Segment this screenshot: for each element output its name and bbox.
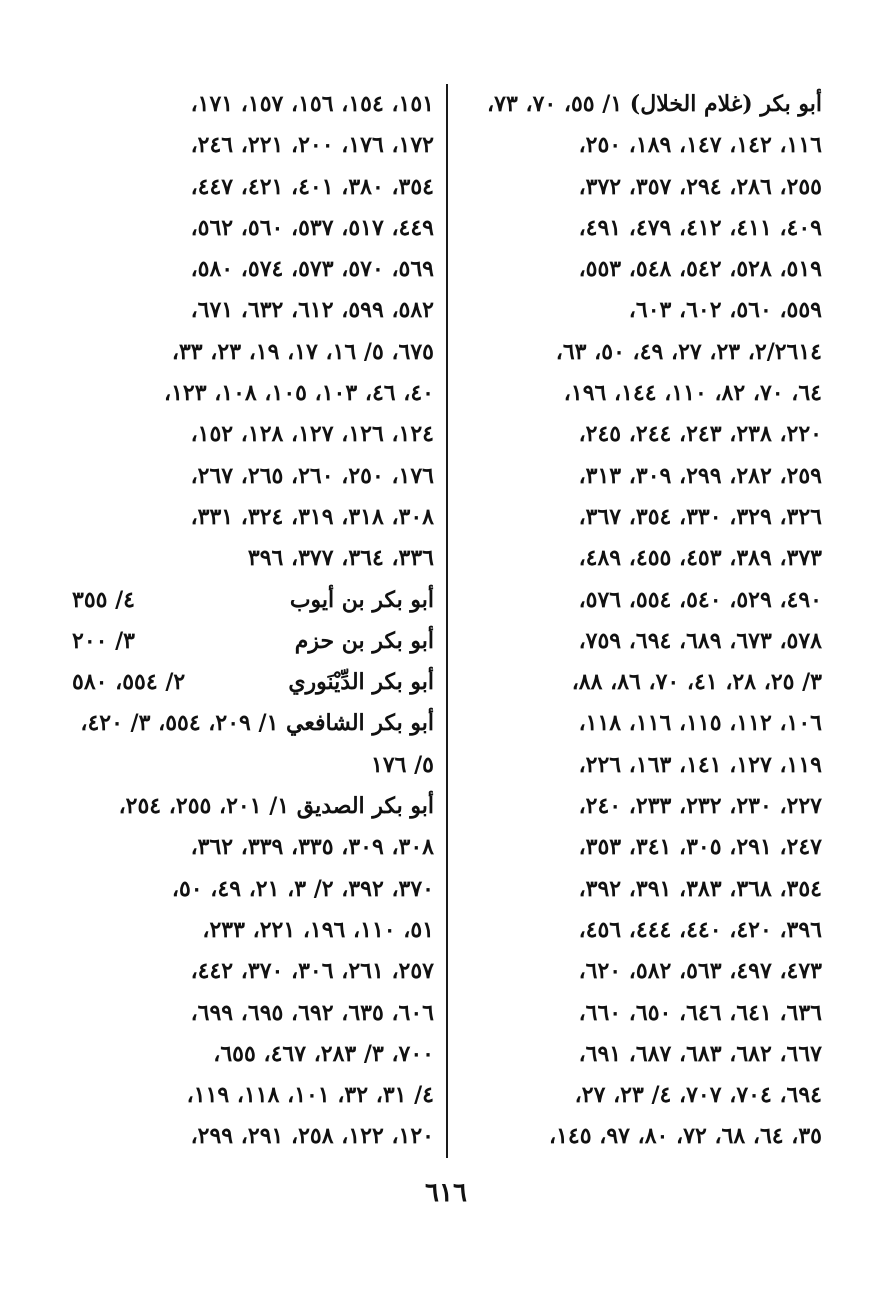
index-line: ٦٤، ٧٠، ٨٢، ١١٠، ١٤٤، ١٩٦،: [563, 380, 822, 407]
right-column: [460, 84, 822, 1158]
index-line: ٥١٩، ٥٢٨، ٥٤٢، ٥٤٨، ٥٥٣،: [578, 256, 822, 283]
index-line: ٤٩٠، ٥٢٩، ٥٤٠، ٥٥٤، ٥٧٦،: [578, 586, 822, 613]
index-line: أبو بكر الشافعي ١/ ٢٠٩، ٥٥٤، ٣/ ٤٢٠،: [80, 710, 434, 737]
index-line: ٥/ ١٧٦: [371, 751, 434, 778]
index-line: ٢٢٠، ٢٣٨، ٢٤٣، ٢٤٤، ٢٤٥،: [578, 421, 822, 448]
index-line: ١٧٢، ١٧٦، ٢٠٠، ٢٢١، ٢٤٦،: [190, 132, 434, 159]
index-line: ٦٧٥، ٥/ ١٦، ١٧، ١٩، ٢٣، ٣٣،: [171, 338, 434, 365]
index-line: ٦٩٤، ٧٠٤، ٧٠٧، ٤/ ٢٣، ٢٧،: [574, 1082, 822, 1109]
index-line: ٥٦٩، ٥٧٠، ٥٧٣، ٥٧٤، ٥٨٠،: [190, 256, 434, 283]
index-line: ٤٤٩، ٥١٧، ٥٣٧، ٥٦٠، ٥٦٢،: [190, 214, 434, 241]
index-line: ٢٥٩، ٢٨٢، ٢٩٩، ٣٠٩، ٣١٣،: [578, 462, 822, 489]
index-entry: [72, 621, 434, 662]
index-line: ٣٥٤، ٣٦٨، ٣٨٣، ٣٩١، ٣٩٢،: [578, 875, 822, 902]
index-line: ٣٠٨، ٣٠٩، ٣٣٥، ٣٣٩، ٣٦٢،: [190, 834, 434, 861]
index-line: ٤٠٩، ٤١١، ٤١٢، ٤٧٩، ٤٩١،: [578, 214, 822, 241]
index-line: ٥٨٢، ٥٩٩، ٦١٢، ٦٣٢، ٦٧١،: [190, 297, 434, 324]
index-line: أبو بكر (غلام الخلال) ١/ ٥٥، ٧٠، ٧٣،: [487, 91, 822, 117]
column-divider: [446, 84, 448, 1158]
index-line: ٣٥، ٦٤، ٦٨، ٧٢، ٨٠، ٩٧، ١٤٥،: [549, 1123, 822, 1150]
index-line: ٣٧٠، ٣٩٢، ٢/ ٣، ٢١، ٤٩، ٥٠،: [171, 875, 434, 902]
index-line: ٣٣٦، ٣٦٤، ٣٧٧، ٣٩٦: [247, 545, 434, 572]
entry-name: أبو بكر بن أيوب: [289, 586, 434, 613]
index-entry: [72, 662, 434, 703]
index-line: ٣٥٤، ٣٨٠، ٤٠١، ٤٢١، ٤٤٧،: [190, 173, 434, 200]
index-line: ٤/ ٣١، ٣٢، ١٠١، ١١٨، ١١٩،: [186, 1082, 434, 1109]
index-line: ٣٠٨، ٣١٨، ٣١٩، ٣٢٤، ٣٣١،: [190, 503, 434, 530]
index-line: ٦٣٦، ٦٤١، ٦٤٦، ٦٥٠، ٦٦٠،: [578, 999, 822, 1026]
index-line: ٢٤٧، ٢٩١، ٣٠٥، ٣٤١، ٣٥٣،: [578, 834, 822, 861]
entry-name: أبو بكر الدِّيْنَوري: [288, 669, 434, 696]
index-line: أبو بكر الصديق ١/ ٢٠١، ٢٥٥، ٢٥٤،: [118, 793, 434, 820]
index-line: ٤٠، ٤٦، ١٠٣، ١٠٥، ١٠٨، ١٢٣،: [163, 380, 434, 407]
index-line: ١٢٠، ١٢٢، ٢٥٨، ٢٩١، ٢٩٩،: [190, 1123, 434, 1150]
index-line: ٢/٢٦١٤، ٢٣، ٢٧، ٤٩، ٥٠، ٦٣،: [555, 338, 822, 365]
index-line: ٦٠٦، ٦٣٥، ٦٩٢، ٦٩٥، ٦٩٩،: [190, 999, 434, 1026]
index-line: ١٠٦، ١١٢، ١١٥، ١١٦، ١١٨،: [578, 710, 822, 737]
index-line: ٦٦٧، ٦٨٢، ٦٨٣، ٦٨٧، ٦٩١،: [578, 1040, 822, 1067]
entry-ref: ٢/ ٥٥٤، ٥٨٠: [72, 669, 186, 696]
entry-ref: ٣/ ٢٠٠: [72, 627, 135, 654]
index-line: ٤٧٣، ٤٩٧، ٥٦٣، ٥٨٢، ٦٢٠،: [578, 958, 822, 985]
index-line: ٥٥٩، ٥٦٠، ٦٠٢، ٦٠٣،: [628, 297, 822, 324]
index-line: ١١٦، ١٤٢، ١٤٧، ١٨٩، ٢٥٠،: [578, 132, 822, 159]
index-line: ٥١، ١١٠، ١٩٦، ٢٢١، ٢٣٣،: [202, 916, 434, 943]
index-line: ٧٠٠، ٣/ ٢٨٣، ٤٦٧، ٦٥٥،: [213, 1040, 434, 1067]
index-line: ٣/ ٢٥، ٢٨، ٤١، ٧٠، ٨٦، ٨٨،: [571, 669, 822, 696]
entry-name: أبو بكر بن حزم: [294, 627, 434, 654]
entry-ref: ٤/ ٣٥٥: [72, 586, 135, 613]
index-line: ٣٧٣، ٣٨٩، ٤٥٣، ٤٥٥، ٤٨٩،: [578, 545, 822, 572]
page-number: ٦١٦: [425, 1178, 467, 1208]
index-entry: [72, 580, 434, 621]
index-line: ٥٧٨، ٦٧٣، ٦٨٩، ٦٩٤، ٧٥٩،: [578, 627, 822, 654]
index-line: ١٢٤، ١٢٦، ١٢٧، ١٢٨، ١٥٢،: [190, 421, 434, 448]
index-line: ١٥١، ١٥٤، ١٥٦، ١٥٧، ١٧١،: [190, 91, 434, 117]
index-line: ١١٩، ١٢٧، ١٤١، ١٦٣، ٢٢٦،: [578, 751, 822, 778]
index-line: ٢٥٧، ٢٦١، ٣٠٦، ٣٧٠، ٤٤٢،: [190, 958, 434, 985]
index-line: ١٧٦، ٢٥٠، ٢٦٠، ٢٦٥، ٢٦٧،: [190, 462, 434, 489]
index-line: ٢٥٥، ٢٨٦، ٢٩٤، ٣٥٧، ٣٧٢،: [578, 173, 822, 200]
index-line: ٢٢٧، ٢٣٠، ٢٣٢، ٢٣٣، ٢٤٠،: [578, 793, 822, 820]
index-line: ٣٢٦، ٣٢٩، ٣٣٠، ٣٥٤، ٣٦٧،: [578, 503, 822, 530]
left-column: [72, 84, 434, 1158]
index-line: ٣٩٦، ٤٢٠، ٤٤٠، ٤٤٤، ٤٥٦،: [578, 916, 822, 943]
